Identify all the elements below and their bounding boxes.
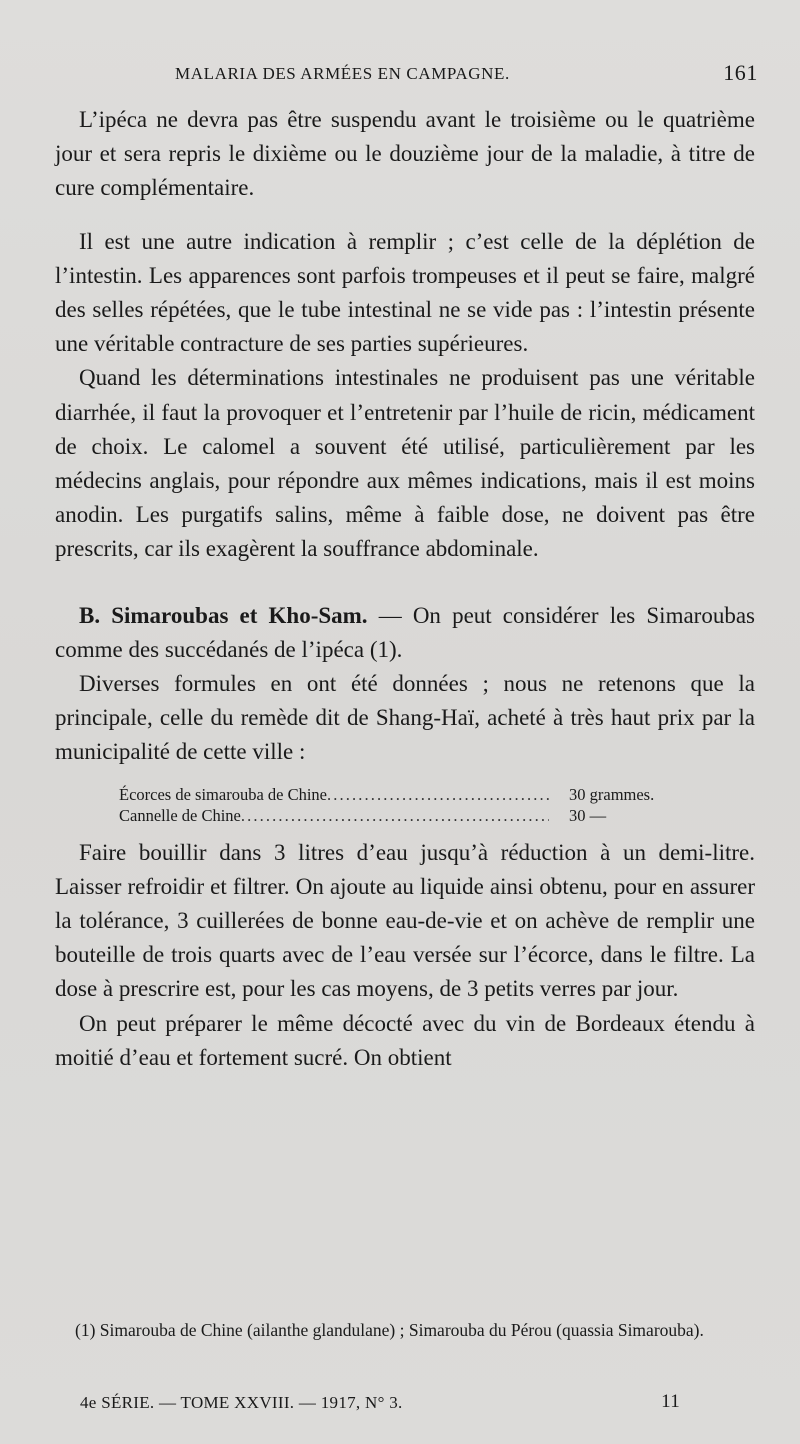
footnote-text: (1) Simarouba de Chine (ailanthe glandulane) ; Simarouba du Pérou (quassia Simarouba).: [75, 1320, 704, 1340]
signature-mark: 11: [661, 1391, 680, 1412]
leader-dots: [241, 805, 549, 826]
paragraph-ipeca-duration: L’ipéca ne devra pas être suspendu avant le troisième ou le quatrième jour et sera repris le dixième ou le douzième jour de la maladie, à titre de cure complémentaire.: [55, 107, 755, 201]
running-head: [175, 60, 758, 90]
paragraph-depletion: Il est une autre indication à remplir ; c’est celle de la déplétion de l’intestin. Les apparences sont parfois trompeuses et il peut se faire, malgré des selles répétées, que le tube intestinal ne se vide pas : l’intestin présente une véritable contracture de ses parties supérieures.: [55, 228, 755, 357]
recipe-table: [119, 784, 719, 826]
section-intro: — On peut considérer les Simaroubas comme des succédanés de l’ipéca (1).: [55, 602, 755, 662]
series-info: 4e SÉRIE. — TOME XXVIII. — 1917, N° 3.: [80, 1393, 403, 1412]
recipe-row: [119, 784, 719, 805]
recipe-ingredient: Écorces de simarouba de Chine: [119, 784, 328, 804]
section-heading: B. Simaroubas et Kho-Sam.: [79, 602, 368, 628]
footnote: [55, 1318, 755, 1343]
paragraph-purgatives: Quand les déterminations intestinales ne produisent pas une véritable diarrhée, il faut la provoquer et l’entretenir par l’huile de ricin, médicament de choix. Le calomel a souvent été utilisé, particulièrement par les médecins anglais, pour répondre aux mêmes indications, mais il est moins anodin. Les purgatifs salins, même à faible dose, ne doivent pas être prescrits, car ils exagèrent la souffrance abdominale.: [55, 365, 755, 562]
running-title: MALARIA DES ARMÉES EN CAMPAGNE.: [175, 64, 510, 83]
paragraph-preparation: Faire bouillir dans 3 litres d’eau jusqu’à réduction à un demi-litre. Laisser refroidir et filtrer. On ajoute au liquide ainsi obtenu, pour en assurer la tolérance, 3 cuillerées de bonne eau-de-vie et on achève de remplir une bouteille de trois quarts avec de l’eau versée sur l’écorce, dans le filtre. La dose à prescrire est, pour les cas moyens, de 3 petits verres par jour.: [55, 839, 755, 1002]
paragraph-formulas: Diverses formules en ont été données ; nous ne retenons que la principale, celle du remède dit de Shang-Haï, acheté à très haut prix par la municipalité de cette ville :: [55, 671, 755, 765]
paragraph-simaroubas: [55, 599, 755, 667]
recipe-row: [119, 805, 719, 826]
recipe-quantity: 30 —: [569, 805, 607, 825]
body-text: [55, 103, 755, 1075]
page-number: 161: [723, 60, 758, 85]
leader-dots: [327, 784, 549, 805]
recipe-ingredient: Cannelle de Chine: [119, 805, 241, 825]
recipe-quantity: 30 grammes.: [569, 784, 655, 804]
paragraph-bordeaux: On peut préparer le même décocté avec du vin de Bordeaux étendu à moitié d’eau et fortement sucré. On obtient: [55, 1010, 755, 1070]
